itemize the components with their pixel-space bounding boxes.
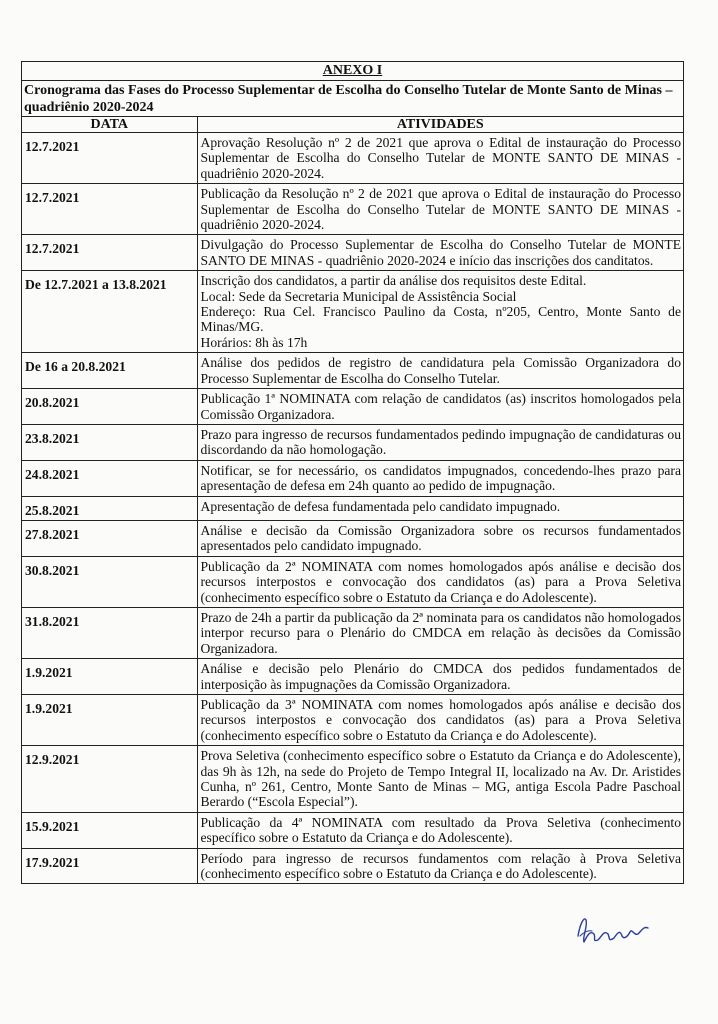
activities-column-header: ATIVIDADES xyxy=(197,117,683,133)
activity-line: Análise e decisão da Comissão Organizadora sobre os recursos fundamentados apresentados pelo candidato impugnado. xyxy=(200,522,681,554)
row-activity xyxy=(197,271,683,353)
row-date: 31.8.2021 xyxy=(22,607,197,658)
annex-title: ANEXO I xyxy=(22,62,683,81)
row-activity xyxy=(197,389,683,425)
signature xyxy=(574,906,654,950)
table-row xyxy=(22,235,683,271)
table-row xyxy=(22,460,683,496)
date-column-header: DATA xyxy=(22,117,197,133)
table-row xyxy=(22,184,683,235)
table-row xyxy=(22,353,683,389)
row-date: De 12.7.2021 a 13.8.2021 xyxy=(22,271,197,353)
activity-line: Publicação da 3ª NOMINATA com nomes homologados após análise e decisão dos recursos interpostos e convocação dos candidatos (as) para a Prova Seletiva (conhecimento específico sobre o Estatuto da Criança e do Adolescente). xyxy=(200,697,681,743)
table-header-row xyxy=(22,117,683,133)
table-row xyxy=(22,424,683,460)
table-row xyxy=(22,520,683,556)
row-date: 12.7.2021 xyxy=(22,235,197,271)
activity-line: Prazo para ingresso de recursos fundamentados pedindo impugnação de candidaturas ou discordando da não homologação. xyxy=(200,426,681,458)
row-activity xyxy=(197,460,683,496)
activity-line: Publicação da Resolução nº 2 de 2021 que aprova o Edital de instauração do Processo Suplementar de Escolha do Conselho Tutelar de MONTE SANTO DE MINAS - quadriênio 2020-2024. xyxy=(200,186,681,233)
row-date: 23.8.2021 xyxy=(22,424,197,460)
row-date: De 16 a 20.8.2021 xyxy=(22,353,197,389)
row-date: 25.8.2021 xyxy=(22,496,197,520)
table-row xyxy=(22,607,683,658)
row-date: 1.9.2021 xyxy=(22,659,197,695)
activity-line: Endereço: Rua Cel. Francisco Paulino da Costa, nº205, Centro, Monte Santo de Minas/MG. xyxy=(200,304,681,335)
activity-line: Período para ingresso de recursos fundamentos com relação à Prova Seletiva (conhecimento específico sobre o Estatuto da Criança e do Adolescente). xyxy=(200,850,681,882)
table-row xyxy=(22,695,683,746)
schedule-rows xyxy=(22,133,683,884)
activity-line: Local: Sede da Secretaria Municipal de Assistência Social xyxy=(200,288,517,304)
activity-line: Publicação 1ª NOMINATA com relação de candidatos (as) inscritos homologados pela Comissão Organizadora. xyxy=(200,391,681,422)
activity-line: Publicação da 4ª NOMINATA com resultado da Prova Seletiva (conhecimento específico sobre o Estatuto da Criança e do Adolescente). xyxy=(200,814,681,846)
row-activity xyxy=(197,848,683,884)
table-row xyxy=(22,271,683,353)
activity-line: Prova Seletiva (conhecimento específico sobre o Estatuto da Criança e do Adolescente), das 9h às 12h, na sede do Projeto de Tempo Integral II, localizado na Av. Dr. Aristides Cunha, nº 261, Centro, Monte Santo de Minas – MG, antiga Escola Padre Paschoal Berardo (“Escola Especial”). xyxy=(200,748,681,810)
row-activity xyxy=(197,607,683,658)
activity-line: Publicação da 2ª NOMINATA com nomes homologados após análise e decisão dos recursos interpostos e convocação dos candidatos (as) para a Prova Seletiva (conhecimento específico sobre o Estatuto da Criança e do Adolescente). xyxy=(200,558,681,605)
row-date: 15.9.2021 xyxy=(22,812,197,848)
table-row xyxy=(22,556,683,607)
activity-line: Análise dos pedidos de registro de candidatura pela Comissão Organizadora do Processo Suplementar de Escolha do Conselho Tutelar. xyxy=(200,355,681,386)
activity-line: Análise e decisão pelo Plenário do CMDCA dos pedidos fundamentados de interposição às impugnações da Comissão Organizadora. xyxy=(200,661,681,692)
activity-line: Horários: 8h às 17h xyxy=(200,334,308,350)
activity-line: Divulgação do Processo Suplementar de Escolha do Conselho Tutelar de MONTE SANTO DE MINAS - quadriênio 2020-2024 e início das inscrições dos canditatos. xyxy=(200,237,681,268)
row-date: 12.7.2021 xyxy=(22,184,197,235)
table-row xyxy=(22,746,683,813)
row-activity xyxy=(197,520,683,556)
table-row xyxy=(22,496,683,520)
table-row xyxy=(22,133,683,184)
row-activity xyxy=(197,424,683,460)
row-date: 17.9.2021 xyxy=(22,848,197,884)
row-date: 12.7.2021 xyxy=(22,133,197,184)
row-activity xyxy=(197,556,683,607)
row-activity xyxy=(197,695,683,746)
table-row xyxy=(22,389,683,425)
row-activity xyxy=(197,812,683,848)
row-activity xyxy=(197,353,683,389)
row-activity xyxy=(197,235,683,271)
row-date: 12.9.2021 xyxy=(22,746,197,813)
row-activity xyxy=(197,746,683,813)
row-activity xyxy=(197,496,683,520)
schedule-table xyxy=(22,117,683,884)
schedule-subtitle: Cronograma das Fases do Processo Suplementar de Escolha do Conselho Tutelar de Monte Santo de Minas – quadriênio 2020-2024 xyxy=(22,81,683,117)
row-date: 1.9.2021 xyxy=(22,695,197,746)
activity-line: Prazo de 24h a partir da publicação da 2ª nominata para os candidatos não homologados interpor recurso para o Plenário do CMDCA em relação às decisões da Comissão Organizadora. xyxy=(200,609,681,656)
activity-line: Notificar, se for necessário, os candidatos impugnados, concedendo-lhes prazo para apresentação de defesa em 24h quanto ao pedido de impugnação. xyxy=(200,462,681,494)
row-activity xyxy=(197,184,683,235)
table-row xyxy=(22,848,683,884)
row-activity xyxy=(197,133,683,184)
activity-line: Apresentação de defesa fundamentada pelo candidato impugnado. xyxy=(200,498,561,514)
row-date: 27.8.2021 xyxy=(22,520,197,556)
table-row xyxy=(22,812,683,848)
activity-line: Inscrição dos candidatos, a partir da análise dos requisitos deste Edital. xyxy=(200,273,587,289)
table-row xyxy=(22,659,683,695)
row-date: 30.8.2021 xyxy=(22,556,197,607)
row-activity xyxy=(197,659,683,695)
row-date: 24.8.2021 xyxy=(22,460,197,496)
row-date: 20.8.2021 xyxy=(22,389,197,425)
activity-line: Aprovação Resolução nº 2 de 2021 que aprova o Edital de instauração do Processo Suplementar de Escolha do Conselho Tutelar de MONTE SANTO DE MINAS - quadriênio 2020-2024. xyxy=(200,135,681,181)
annex-document xyxy=(21,61,684,884)
